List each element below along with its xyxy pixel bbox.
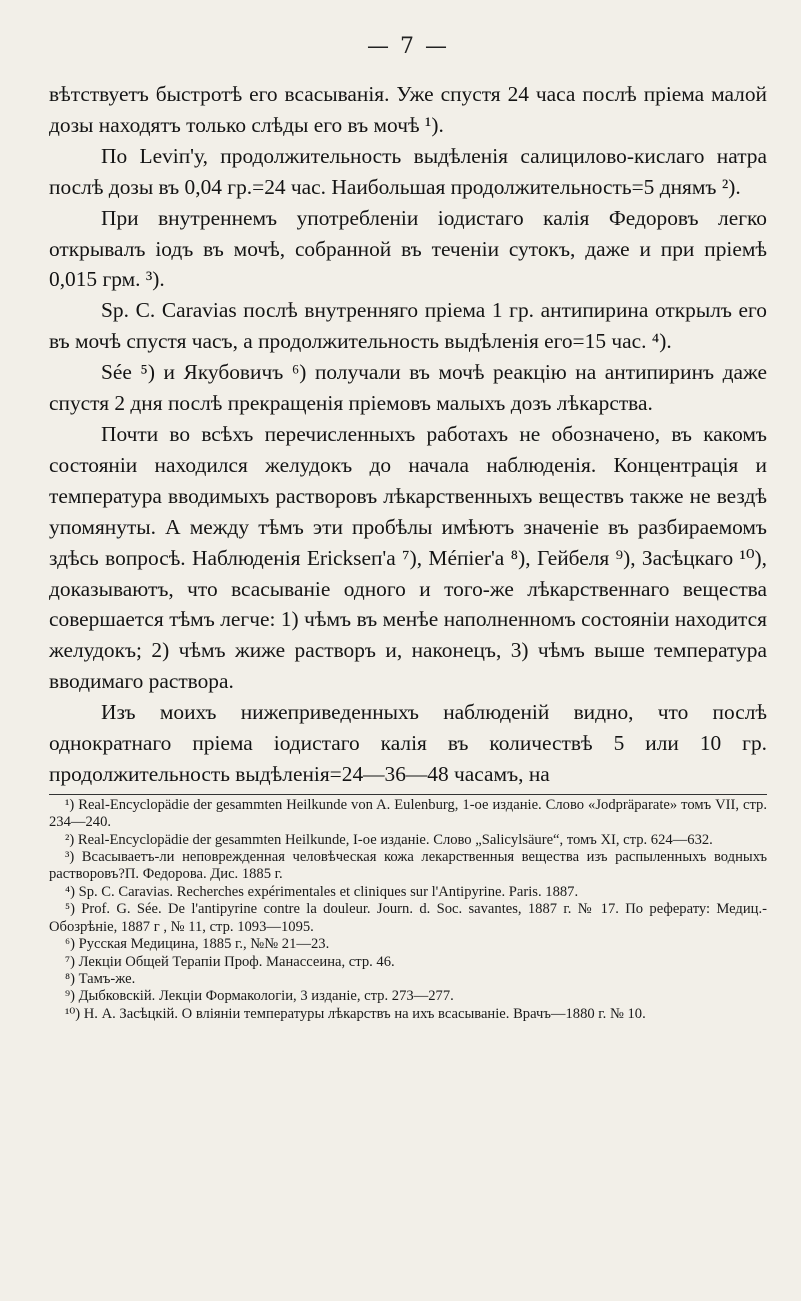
paragraph-1: вѣтствуетъ быстротѣ его всасыванія. Уже спустя 24 часа послѣ пріема малой дозы находятъ только слѣды его въ мочѣ ¹). bbox=[49, 82, 767, 137]
footnote-5: ⁵) Prof. G. Sée. De l'antipyrine contre la douleur. Journ. d. Soc. savantes, 1887 г. № 17. По реферату: Медиц.-Обозрѣніе, 1887 г , № 11, стр. 1093—1095. bbox=[49, 901, 767, 935]
paragraph-6: Почти во всѣхъ перечисленныхъ работахъ не обозначено, въ какомъ состояніи находился желудокъ до начала наблюденія. Концентрація и температура вводимыхъ растворовъ лѣкарственныхъ веществъ также не вездѣ упомянуты. А между тѣмъ эти пробѣлы имѣютъ значеніе въ разбираемомъ здѣсь вопросѣ. Наблюденія Erickseп'а ⁷), Méпіеr'а ⁸), Гейбеля ⁹), Засѣцкаго ¹⁰), доказываютъ, что всасываніе одного и того-же лѣкарственнаго вещества совершается тѣмъ легче: 1) чѣмъ въ менѣе наполненномъ состояніи находится желудокъ; 2) чѣмъ жиже растворъ и, наконецъ, 3) чѣмъ выше температура вводимаго раствора. bbox=[49, 421, 767, 694]
footnote-8: ⁸) Тамъ-же. bbox=[65, 970, 136, 987]
paragraph-7: Изъ моихъ нижеприведенныхъ наблюденій видно, что послѣ однократнаго пріема іодистаго калія въ количествѣ 5 или 10 гр. продолжительность выдѣленія=24—36—48 часамъ, на bbox=[49, 700, 767, 786]
footnote-4: ⁴) Sp. C. Caravias. Recherches expérimentales et cliniques sur l'Antipyrine. Paris. 1887. bbox=[65, 883, 579, 900]
page-number: — 7 — bbox=[367, 34, 449, 59]
footnote-6: ⁶) Русская Медицина, 1885 г., №№ 21—23. bbox=[65, 936, 330, 953]
paragraph-2: По Leviп'у, продолжительность выдѣленія салицилово-кислаго натра послѣ дозы въ 0,04 гр.=24 час. Наибольшая продолжительность=5 днямъ ²). bbox=[49, 143, 767, 199]
paragraph-4: Sp. C. Caravias послѣ внутренняго пріема 1 гр. антипирина открылъ его въ мочѣ спустя часъ, а продолжительность выдѣленія его=15 час. ⁴). bbox=[49, 298, 767, 354]
footnotes bbox=[49, 794, 767, 1023]
footnote-1: ¹) Real-Encyclopädie der gesammten Heilkunde von A. Eulenburg, 1-ое изданіе. Слово «Jodpräparate» томъ VII, стр. 234—240. bbox=[49, 796, 767, 831]
paragraph-3: При внутреннемъ употребленіи іодистаго калія Федоровъ легко открывалъ іодъ въ мочѣ, собранной въ теченіи сутокъ, даже и при пріемѣ 0,015 грм. ³). bbox=[49, 205, 767, 292]
footnote-3: ³) Всасываетъ-ли неповрежденная человѣческая кожа лекарственныя вещества изъ распыленныхъ водныхъ растворовъ?П. Федорова. Дис. 1885 г. bbox=[49, 849, 767, 883]
main-text bbox=[49, 79, 767, 790]
footnote-9: ⁹) Дыбковскій. Лекціи Формакологіи, 3 изданіе, стр. 273—277. bbox=[65, 988, 454, 1005]
paragraph-5: Sée ⁵) и Якубовичъ ⁶) получали въ мочѣ реакцію на антипиринъ даже спустя 2 дня послѣ прекращенія пріемовъ малыхъ дозъ лѣкарства. bbox=[49, 360, 767, 416]
footnote-2: ²) Real-Encyclopädie der gesammten Heilkunde, I-ое изданіе. Слово „Salicylsäure“, томъ XI, стр. 624—632. bbox=[65, 831, 713, 848]
footnote-7: ⁷) Лекціи Общей Терапіи Проф. Манассеина, стр. 46. bbox=[65, 953, 395, 970]
footnote-10: ¹⁰) Н. А. Засѣцкій. О вліяніи температуры лѣкарствъ на ихъ всасываніе. Врачъ—1880 г. № 10. bbox=[65, 1005, 646, 1022]
